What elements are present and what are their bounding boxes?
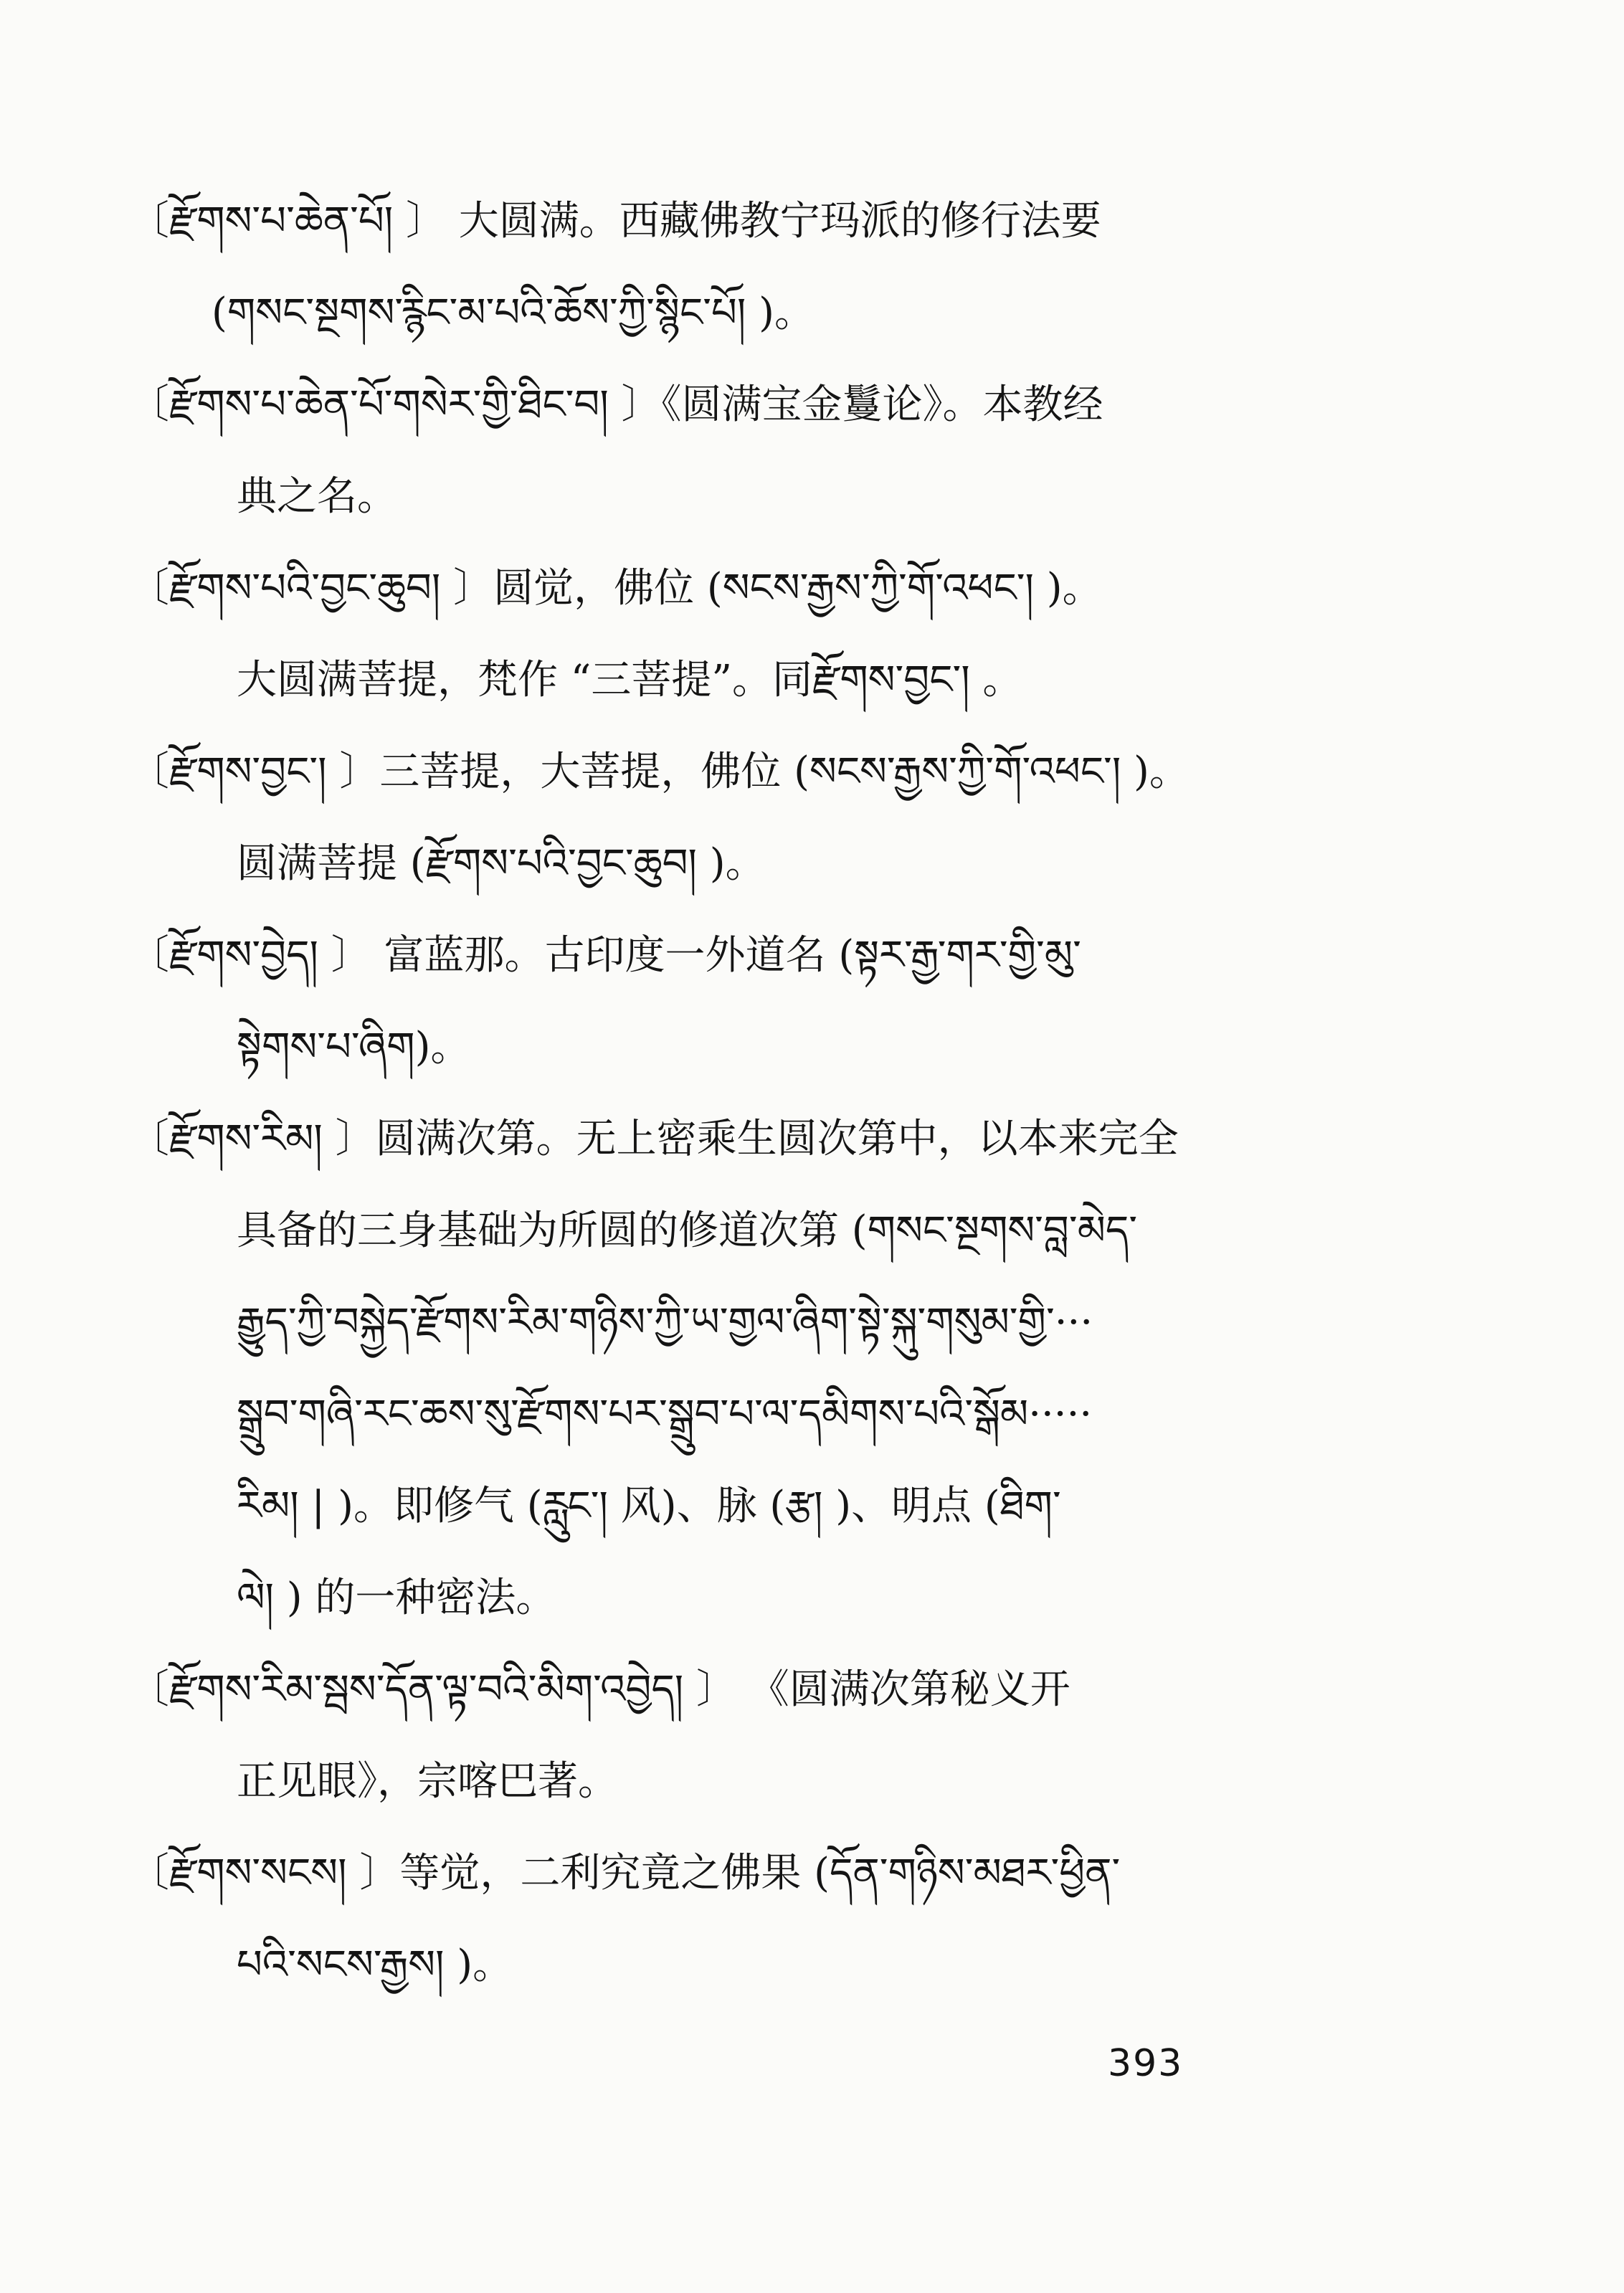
entry-continuation-line: 大圆满菩提，梵作 “三菩提”。同རྫོགས་བྱང་། 。	[237, 657, 1023, 703]
entry-completion-stage-treatise	[129, 1644, 1248, 1828]
entry-headword-line: 〔རྫོགས་པ་ཆེན་པོ། 〕 大圆满。西藏佛教宁玛派的修行法要	[129, 198, 1101, 245]
entry-continuation-line: 具备的三身基础为所圆的修道次第 (གསང་སྔགས་བླ་མེད་	[237, 1207, 1138, 1254]
entry-headword-line: 〔རྫོགས་རིམ་སྦས་དོན་ལྟ་བའི་མིག་འབྱེད། 〕 《圆满次第秘义开	[129, 1666, 1070, 1713]
entry-golden-garland	[129, 359, 1248, 543]
entry-headword-line: 〔རྫོགས་པ་ཆེན་པོ་གསེར་གྱི་ཐིང་བ། 〕《圆满宝金鬘论》。本教经	[129, 381, 1103, 428]
entry-headword-line: 〔རྫོགས་སངས། 〕等觉，二利究竟之佛果 (དོན་གཉིས་མཐར་ཕྱིན་	[129, 1850, 1121, 1896]
entry-continuation-line: 圆满菩提 (རྫོགས་པའི་བྱང་ཆུབ། )。	[237, 840, 766, 887]
entry-continuation-line: སྟེགས་པ་ཞིག)。	[237, 1024, 471, 1070]
entry-headword-line: 〔རྫོགས་རིམ། 〕圆满次第。无上密乘生圆次第中，以本来完全	[129, 1116, 1179, 1162]
entry-headword-line: 〔རྫོགས་པའི་བྱང་ཆུབ། 〕圆觉，佛位 (སངས་རྒྱས་ཀྱི་གོ་འཕང་། )。	[129, 565, 1103, 612]
entry-continuation-line: 典之名。	[237, 473, 397, 520]
entry-sambodhi	[129, 726, 1248, 910]
entry-dzogpa-chenpo	[129, 176, 1248, 359]
entry-continuation-line: 正见眼》，宗喀巴著。	[237, 1758, 618, 1805]
entry-perfect-enlightenment	[129, 543, 1248, 726]
entry-headword-line: 〔རྫོགས་བྱང་། 〕三菩提，大菩提，佛位 (སངས་རྒྱས་ཀྱི་གོ་འཕང་། )。	[129, 749, 1189, 795]
entry-purana	[129, 910, 1248, 1093]
entry-list	[129, 176, 1248, 2011]
entry-completion-stage	[129, 1093, 1248, 1644]
page-number: 393	[1108, 2042, 1184, 2085]
entry-equal-enlightenment	[129, 1828, 1248, 2011]
entry-continuation-line: རྒྱུད་ཀྱི་བསྐྱེད་རྫོགས་རིམ་གཉིས་ཀྱི་ཡ་གྱལ་ཞིག་སྟེ་སྐུ་གསུམ་གྱི་···	[237, 1299, 1093, 1346]
entry-continuation-line: པའི་སངས་རྒྱས། )。	[237, 1942, 513, 1988]
entry-continuation-line: རིམ། | )。即修气 (རླུང་། 风)、脉 (རྩ། )、明点 (ཐིག་	[237, 1483, 1061, 1529]
entry-continuation-line: (གསང་སྔགས་རྙིང་མ་པའི་ཆོས་ཀྱི་སྙིང་པོ། )。	[212, 290, 815, 336]
entry-headword-line: 〔རྫོགས་བྱེད། 〕 富蓝那。古印度一外道名 (སྟར་རྒྱ་གར་གྱི་མུ་	[129, 932, 1081, 979]
entry-continuation-line: ལེ། ) 的一种密法。	[237, 1575, 556, 1621]
entry-continuation-line: སྒྲུབ་གཞི་རང་ཆས་སུ་རྫོགས་པར་སྒྲུབ་པ་ལ་དམིགས་པའི་སྒོམ·····	[237, 1391, 1093, 1438]
